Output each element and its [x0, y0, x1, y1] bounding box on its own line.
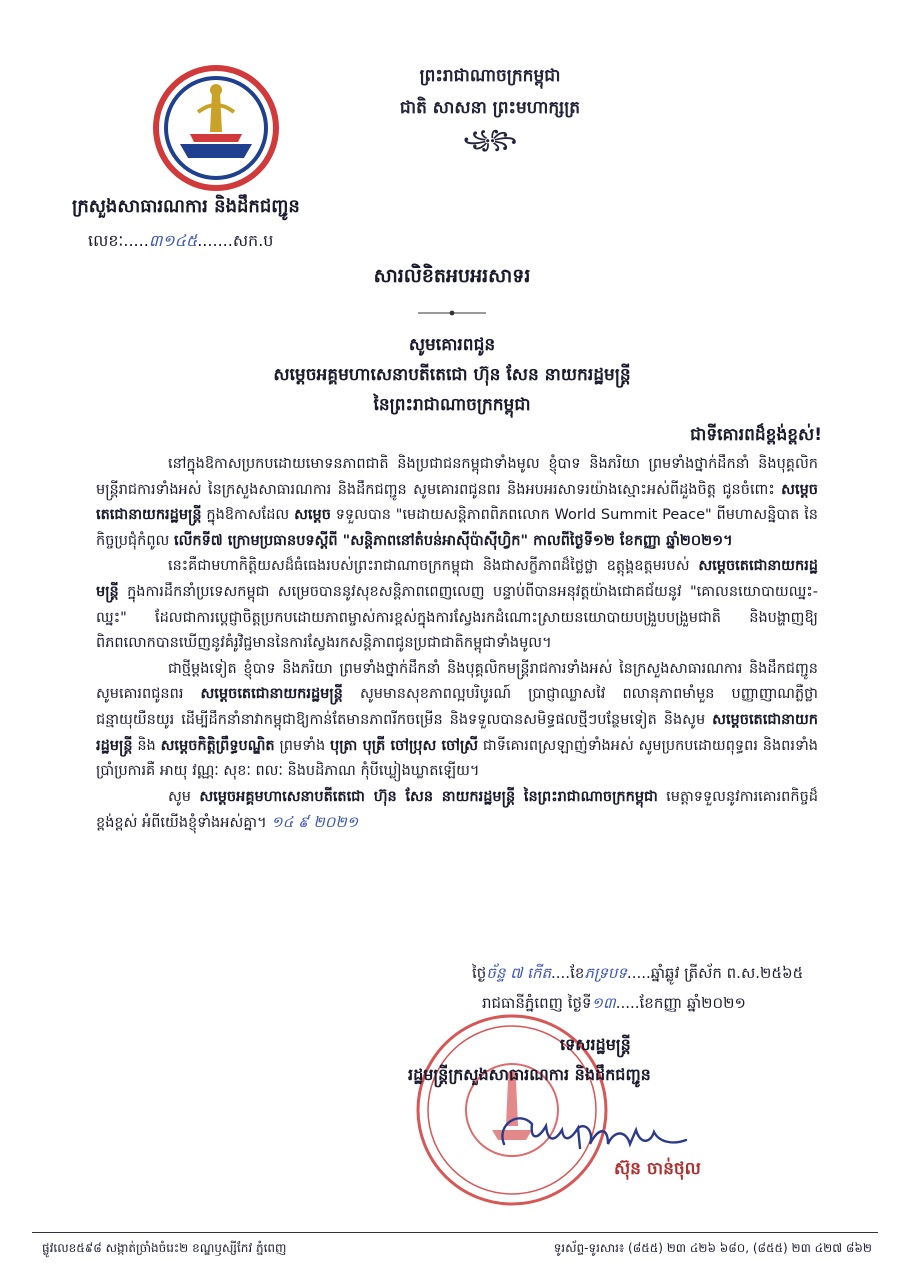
p1-text-a: នៅក្នុងឱកាសប្រកបដោយមោទនភាពជាតិ និងប្រជាជនកម្ពុជាទាំងមូល ខ្ញុំបាទ និងភរិយា ព្រមទាំងថ្នាក់ដឹកនាំ និងបុគ្គលិកមន្ត្រីរាជការទាំងអស់ នៃក្រសួងសាធារណការ និងដឹកជញ្ជូន សូមគោរពជូនពរ និងអបអរសាទរយ៉ាងស្មោះអស់ពីដួងចិត្ត ជូនចំពោះ: [96, 456, 818, 498]
ministry-emblem-icon: [150, 62, 282, 194]
paragraph-2: [96, 554, 818, 656]
p1-bold-b: សម្តេចតេជោនាយករដ្ឋមន្ត្រី: [96, 481, 818, 524]
p1-bold-d: សម្តេច: [294, 507, 331, 524]
gregorian-month-year: ខែកញ្ញា ឆ្នាំ២០២១: [639, 994, 746, 1012]
p2-text-c: ក្នុងការដឹកនាំប្រទេសកម្ពុជា សម្រេចបាននូវសុខសន្តិភាពពេញលេញ បន្ទាប់ពីបានអនុវត្តយ៉ាងជោគជ័យនូវ "គោលនយោបាយឈ្នះ-ឈ្នះ" ដែលជាការប្តេជ្ញាចិត្តប្រកបដោយភាពម្ចាស់ការខ្ពស់ក្នុងការស្វែងរកដំណោះស្រាយនយោបាយបង្រួបបង្រួមជាតិ និងបង្ហាញឱ្យពិភពលោកបានឃើញនូវគំរូវិជ្ជមាននៃការស្វែងរកសន្តិភាពជូនប្រជាជាតិកម្ពុជាទាំងមូល។: [96, 583, 818, 652]
reference-handwritten-number: ៣១៤៥: [148, 231, 198, 250]
ministry-logo: [150, 62, 282, 194]
gregorian-date-line: រាជធានីភ្នំពេញ ថ្ងៃទី១៣.....ខែកញ្ញា ឆ្នាំ២០២១: [482, 994, 746, 1012]
national-motto: ជាតិ សាសនា ព្រះមហាក្សត្រ: [399, 98, 581, 118]
p2-bold-b: សម្តេចតេជោនាយករដ្ឋមន្ត្រី: [96, 558, 818, 600]
kingdom-header: [330, 60, 650, 156]
footer-phone: ទូរស័ព្ទ-ទូរសារ៖ (៨៥៥) ២៣ ៤២៦ ៦៨០, (៨៥៥) ២៣ ៤២៧ ៨៦២: [553, 1241, 872, 1255]
lunar-month-handwritten: ភទ្របទ: [584, 964, 627, 982]
reference-suffix: .......សក.ប: [197, 231, 274, 250]
signatory-name: ស៊ុន ចាន់ថុល: [614, 1159, 701, 1179]
lunar-year: ឆ្នាំឆ្លូវ ត្រីស័ក ព.ស.២៥៦៥: [650, 964, 804, 982]
reference-number: [88, 230, 273, 254]
document-title: សារលិខិតអបអរសាទរ: [373, 265, 531, 287]
signatory-position: រដ្ឋមន្ត្រីក្រសួងសាធារណការ និងដឹកជញ្ជូន: [408, 1065, 651, 1084]
p2-text-a: នេះគឺជាមហាកិត្តិយសដ៏ធំធេងរបស់ព្រះរាជាណាចក្រកម្ពុជា និងជាសក្ខីភាពដ៏ថ្លៃថ្លា ឧត្តុង្គឧត្តមរបស់: [168, 558, 699, 575]
gregorian-day-handwritten: ១៣: [591, 994, 616, 1012]
p3-text-a: ជាថ្មីម្តងទៀត ខ្ញុំបាទ និងភរិយា ព្រមទាំងថ្នាក់ដឹកនាំ និងបុគ្គលិកមន្ត្រីរាជការទាំងអស់ នៃក្រសួងសាធារណការ និងដឹកជញ្ជូន សូមគោរពជូនពរ: [96, 660, 818, 703]
lunar-prefix: ថ្ងៃ: [472, 964, 487, 982]
p3-bold-b: សម្តេចតេជោនាយករដ្ឋមន្ត្រី: [200, 686, 343, 703]
reference-prefix: លេខៈ.....: [88, 231, 149, 250]
letter-footer: [32, 1232, 878, 1262]
letter-body: [96, 452, 818, 837]
handwritten-signature: [490, 1104, 690, 1164]
signatory-title: ទេសរដ្ឋមន្ត្រី: [560, 1035, 631, 1054]
lunar-date-line: ថ្ងៃច័ន្ទ ៧ កើត....ខែភទ្របទ.....ឆ្នាំឆ្លូវ ត្រីស័ក ព.ស.២៥៦៥: [472, 964, 804, 982]
title-divider: [418, 310, 486, 316]
p3-bold-d: សម្តេចតេជោនាយករដ្ឋមន្ត្រី: [96, 711, 818, 754]
addressee-block: [0, 330, 904, 420]
lunar-day-handwritten: ច័ន្ទ ៧ កើត: [486, 964, 551, 982]
p4-text-c: មេត្តាទទួលនូវការគោរពកិច្ចដ៏ខ្ពង់ខ្ពស់ អំពីយើងខ្ញុំទាំងអស់គ្នា។: [96, 788, 819, 832]
p4-text-a: សូម: [168, 788, 200, 805]
salutation: ជាទីគោរពដ៏ខ្ពង់ខ្ពស់!: [690, 425, 822, 445]
p3-bold-f: សម្តេចកិត្តិព្រឹទ្ធបណ្ឌិត: [160, 737, 275, 754]
p1-text-c: ក្នុងឱកាសដែល: [201, 507, 295, 524]
p1-bold-f: លើកទី៧ ក្រោមប្រធានបទស្តីពី "សន្តិភាពនៅតំបន់អាស៊ីប៉ាស៊ីហ្វិក" កាលពីថ្ងៃទី១២ ខែកញ្ញា ឆ្នាំ២០២១។: [173, 532, 733, 549]
issuing-ministry: ក្រសួងសាធារណការ និងដឹកជញ្ជូន: [72, 196, 300, 217]
lunar-month-label: ខែ: [570, 964, 585, 982]
footer-address: ផ្លូវលេខ៥៩៨ សង្កាត់ច្រាំងចំរេះ២ ខណ្ឌឫស្សីកែវ ភ្នំពេញ: [42, 1241, 287, 1255]
p3-text-c: សូមមានសុខភាពល្អបរិបូរណ៍ ប្រាជ្ញាឈ្លាសវៃ ពលានុភាពមាំមួន បញ្ញាញាណភ្លឺថ្លា ជន្មាយុយឺនយូរ ដើម្បីដឹកនាំនាវាកម្ពុជាឱ្យកាន់តែមានភាពរីកចម្រើន និងទទួលបានសមិទ្ធផលថ្មីៗបន្ថែមទៀត និងសូម: [96, 686, 818, 728]
p3-bold-h: បុត្រា បុត្រី ចៅប្រុស ចៅស្រី: [330, 737, 479, 754]
paragraph-3: [96, 657, 818, 785]
footer-rule: [32, 1232, 878, 1233]
paragraph-4: [96, 785, 818, 837]
kingdom-name: ព្រះរាជាណាចក្រកម្ពុជា: [419, 66, 561, 86]
handwritten-date-annotation: ១៤ ៩ ២០២១: [271, 813, 359, 832]
addressee-line-3: នៃព្រះរាជាណាចក្រកម្ពុជា: [373, 395, 531, 415]
p3-text-i: ជាទីគោរពស្រឡាញ់ទាំងអស់ សូមប្រកបដោយពុទ្ធពរ និងពរទាំងប្រាំប្រការគឺ អាយុ វណ្ណៈ សុខៈ ពលៈ និងបដិភាណ កុំបីឃ្លៀងឃ្លាតឡើយ។: [96, 737, 818, 780]
paragraph-1: [96, 452, 818, 554]
addressee-line-1: សូមគោរពជូន: [408, 335, 496, 355]
addressee-line-2: សម្តេចអគ្គមហាសេនាបតីតេជោ ហ៊ុន សែន នាយករដ្ឋមន្ត្រី: [273, 365, 631, 385]
p4-bold-b: សម្តេចអគ្គមហាសេនាបតីតេជោ ហ៊ុន សែន នាយករដ្ឋមន្ត្រី នៃព្រះរាជាណាចក្រកម្ពុជា: [199, 788, 658, 805]
p3-text-g: ព្រមទាំង: [274, 737, 330, 754]
gregorian-prefix: រាជធានីភ្នំពេញ ថ្ងៃទី: [482, 994, 592, 1012]
p1-text-e: ទទួលបាន "មេដាយសន្តិភាពពិភពលោក World Summit Peace" ពីមហាសន្និបាត នៃកិច្ចប្រជុំកំពូល: [96, 507, 818, 549]
p3-text-e: និង: [132, 737, 161, 754]
header-ornament: ꧁꧂: [463, 130, 517, 150]
